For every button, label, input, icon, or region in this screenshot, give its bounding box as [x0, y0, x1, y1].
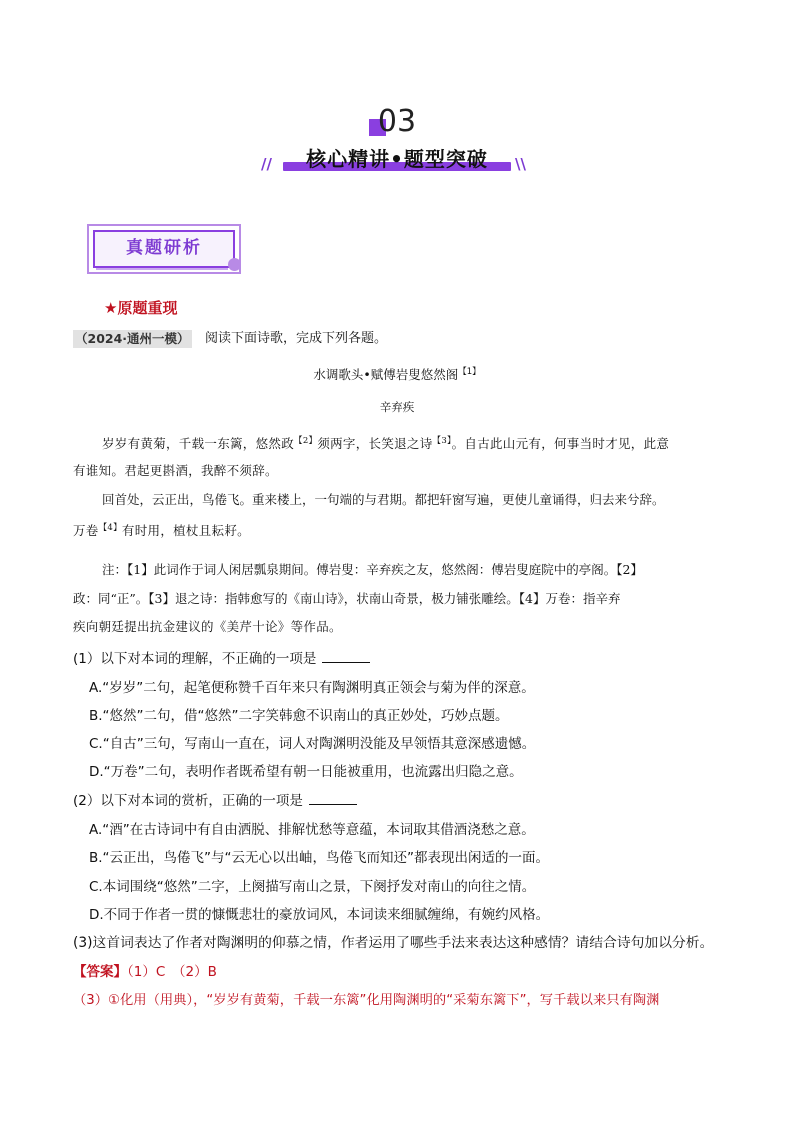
question-2-stem — [73, 789, 357, 809]
poem-stanza1-line1 — [102, 427, 742, 458]
answer-choices: （1）C （2）B — [127, 964, 217, 980]
notes-line3: 疾向朝廷提出抗金建议的《美芹十论》等作品。 — [73, 619, 342, 634]
notes-line2: 政：同“正”。【3】退之诗：指韩愈写的《南山诗》，状南山奇景，极力铺张雕绘。【4】万卷：指辛弃 — [73, 591, 621, 606]
answer-label: 【答案】 — [73, 964, 127, 980]
section-box-underline — [96, 268, 228, 270]
poem-note-ref: 【3】 — [432, 436, 452, 446]
q1-option-a: A.“岁岁”二句，起笔便称赞千百年来只有陶渊明真正领会与菊为伴的深意。 — [89, 680, 535, 696]
chapter-number: 03 — [377, 104, 417, 139]
answer-line2: （3）①化用（用典），“岁岁有黄菊，千载一东篱”化用陶渊明的“采菊东篱下”，写千载以来只有陶渊 — [73, 993, 660, 1008]
section-title: 真题研析 — [126, 238, 202, 258]
q2-option-d: D.不同于作者一贯的慷慨悲壮的豪放词风，本词读来细腻缠绵，有婉约风格。 — [89, 907, 550, 923]
q2-option-b: B.“云正出，鸟倦飞”与“云无心以出岫，鸟倦飞而知还”都表现出闲适的一面。 — [89, 850, 550, 866]
poem-title-note: 【1】 — [458, 367, 481, 377]
question-1-stem — [73, 647, 370, 667]
poem-stanza1-line2: 有谁知。君起更斟酒，我醉不须辞。 — [73, 463, 278, 478]
banner-slash-left: // — [261, 155, 272, 173]
q1-option-d: D.“万卷”二句，表明作者既希望有朝一日能被重用，也流露出归隐之意。 — [89, 764, 523, 780]
question-text: (2）以下对本词的赏析，正确的一项是 — [73, 793, 303, 809]
poem-author: 辛弃疾 — [379, 400, 415, 414]
poem-text: 万卷 — [73, 523, 99, 539]
q1-option-c: C.“自古”三句，写南山一直在，词人对陶渊明没能及早领悟其意深感遗憾。 — [89, 736, 536, 752]
poem-stanza2-line1: 回首处，云正出，鸟倦飞。重来楼上，一句端的与君期。都把轩窗写遍，更使儿童诵得，归去来兮辞。 — [102, 492, 665, 507]
poem-title-line — [0, 365, 794, 383]
q1-option-b: B.“悠然”二句，借“悠然”二字笑韩愈不识南山的真正妙处，巧妙点题。 — [89, 708, 509, 724]
poem-note-ref: 【2】 — [294, 436, 318, 446]
question-source-tag: （2024·通州一模） — [75, 331, 190, 346]
poem-text: 岁岁有黄菊，千载一东篱，悠然政 — [102, 436, 295, 452]
banner-slash-right: \\ — [515, 155, 526, 173]
question-3-stem: (3)这首词表达了作者对陶渊明的仰慕之情，作者运用了哪些手法来表达这种感情？请结合诗句加以分析。 — [73, 935, 714, 951]
section-box-dot — [228, 258, 241, 271]
notes-line1: 注：【1】此词作于词人闲居瓢泉期间。傅岩叟：辛弃疾之友，悠然阁：傅岩叟庭院中的亭阁。【2】 — [102, 562, 643, 577]
poem-note-ref: 【4】 — [98, 523, 122, 533]
poem-text: 须两字，长笑退之诗 — [317, 436, 433, 452]
poem-text: 。自古此山元有，何事当时才见，此意 — [451, 436, 670, 452]
q2-option-a: A.“酒”在古诗词中有自由洒脱、排解忧愁等意蕴，本词取其借酒浇愁之意。 — [89, 822, 535, 838]
banner-title: 核心精讲•题型突破 — [306, 147, 488, 171]
answer-blank[interactable] — [309, 792, 357, 805]
question-text: (1）以下对本词的理解，不正确的一项是 — [73, 651, 317, 667]
answer-line1 — [73, 960, 217, 980]
poem-text: 有时用，植杖且耘耔。 — [121, 523, 250, 539]
q2-option-c: C.本词围绕“悠然”二字，上阕描写南山之景，下阕抒发对南山的向往之情。 — [89, 879, 536, 895]
answer-blank[interactable] — [322, 650, 370, 663]
poem-title: 水调歌头•赋傅岩叟悠然阁 — [313, 367, 459, 383]
question-intro: 阅读下面诗歌，完成下列各题。 — [205, 331, 388, 346]
poem-stanza2-line2 — [73, 514, 250, 545]
subheading: ★原题重现 — [104, 299, 178, 317]
